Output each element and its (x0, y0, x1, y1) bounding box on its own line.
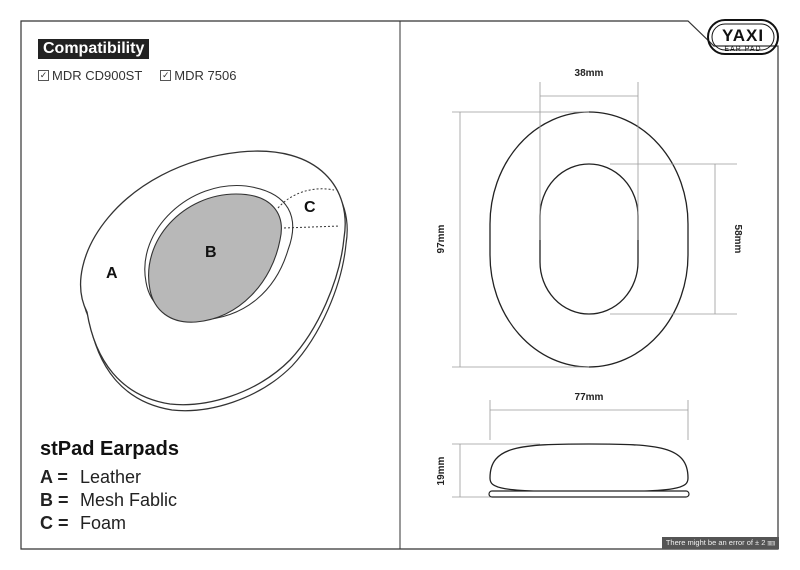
compat-model: MDR CD900ST (52, 68, 143, 83)
tolerance-footnote: There might be an error of ± 2 ㎜ (662, 537, 779, 549)
dim-outer-width: 77mm (574, 392, 604, 403)
legend-row (40, 466, 177, 489)
part-label-c: C (304, 199, 316, 216)
earpad-side-base (489, 491, 689, 497)
dim-inner-height: 58mm (732, 224, 743, 254)
brand-subtitle: EAR PAD (724, 46, 762, 53)
materials-legend (40, 466, 177, 535)
legend-key: B = (40, 490, 69, 510)
compat-item (38, 68, 142, 83)
dim-thickness: 19mm (436, 456, 447, 486)
checkbox-icon: ✓ (162, 70, 170, 80)
earpad-illustration (81, 151, 348, 411)
checkbox-icon: ✓ (39, 70, 48, 80)
earpad-opening-front (540, 164, 638, 314)
compatibility-list (38, 68, 236, 83)
dim-outer-height: 97mm (436, 224, 447, 254)
side-view (489, 444, 689, 497)
part-label-a: A (106, 265, 118, 282)
brand-name: YAXI (721, 26, 765, 45)
compatibility-title: Compatibility (38, 39, 149, 59)
earpad-side-profile (490, 444, 688, 492)
compat-model: MDR 7506 (174, 68, 237, 83)
legend-key: C = (40, 513, 69, 533)
front-view (490, 112, 688, 367)
compat-item (160, 68, 236, 83)
part-label-b: B (205, 244, 217, 261)
dim-inner-width: 38mm (574, 68, 604, 79)
legend-material: Mesh Fablic (80, 490, 178, 510)
legend-material: Foam (80, 513, 127, 533)
legend-material: Leather (80, 467, 142, 487)
legend-row (40, 512, 177, 535)
brand-logo (708, 20, 778, 53)
legend-row (40, 489, 177, 512)
product-title: stPad Earpads (40, 438, 179, 460)
legend-key: A = (40, 467, 68, 487)
